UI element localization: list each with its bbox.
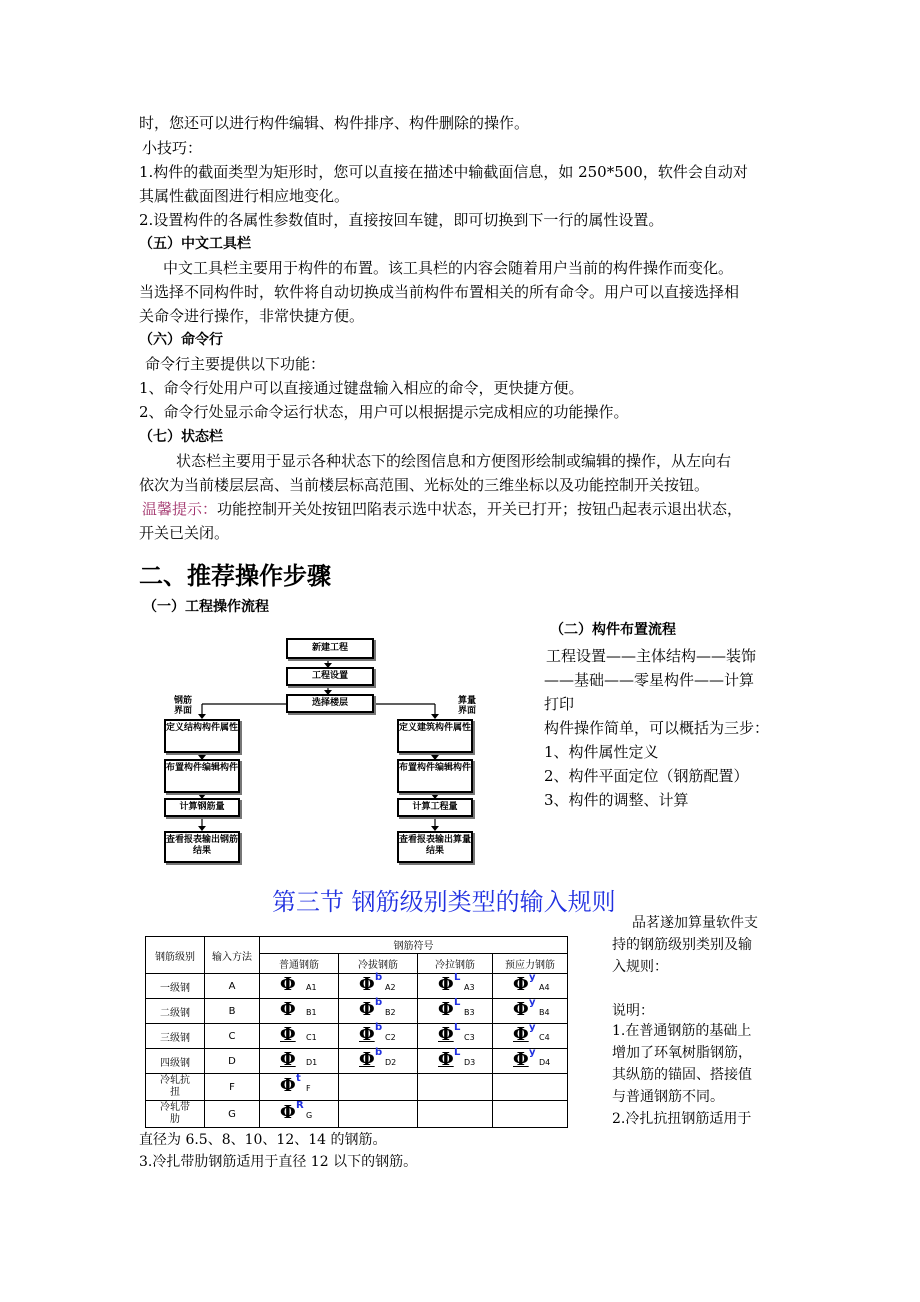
- cell-method: D: [205, 1049, 260, 1074]
- flowchart: [160, 634, 520, 866]
- text-line: 2、命令行处显示命令运行状态，用户可以根据提示完成相应的功能操作。: [139, 403, 629, 421]
- rebar-code: C3: [464, 1033, 475, 1042]
- table-header-method: 输入方法: [205, 937, 260, 974]
- rebar-symbol: [418, 974, 492, 995]
- text-line: 3.冷扎带肋钢筋适用于直径 12 以下的钢筋。: [139, 1154, 418, 1170]
- flow-place-right: 布置构件编辑构件: [397, 759, 473, 793]
- rebar-code: C4: [539, 1033, 550, 1042]
- flow-define-structure: 定义结构构件属性: [164, 719, 240, 753]
- table-row: [146, 1024, 568, 1049]
- rebar-symbol: [260, 1075, 338, 1096]
- rebar-code: D2: [385, 1058, 397, 1067]
- rebar-symbol: [493, 1024, 567, 1045]
- rebar-phi-glyph: Φ: [359, 1049, 375, 1070]
- rebar-phi-glyph: Φ: [513, 1024, 529, 1045]
- cell-symbol: [493, 1101, 568, 1128]
- heading-status-bar: （七）状态栏: [139, 429, 223, 445]
- cell-symbol: [260, 1049, 339, 1074]
- rebar-type-mark: b: [375, 1022, 383, 1033]
- cell-symbol: [418, 999, 493, 1024]
- text-line: 工程设置——主体结构——装饰: [546, 647, 757, 665]
- cell-symbol: [493, 974, 568, 999]
- rebar-code: A2: [385, 983, 396, 992]
- rebar-phi-glyph: Φ: [513, 974, 529, 995]
- text-line: ——基础——零星构件——计算: [544, 671, 755, 689]
- rebar-symbol: [260, 1102, 338, 1123]
- rebar-type-mark: L: [454, 997, 461, 1008]
- text-line: 1.构件的截面类型为矩形时，您可以直接在描述中输截面信息，如 250*500，软件会自动对: [139, 163, 748, 181]
- heading-toolbar: （五）中文工具栏: [139, 236, 251, 252]
- cell-symbol: [339, 974, 418, 999]
- warm-tip-text: 功能控制开关处按钮凹陷表示选中状态，开关已打开；按钮凸起表示退出状态，: [217, 500, 743, 518]
- rebar-phi-glyph: Φ: [280, 1049, 296, 1070]
- rebar-phi-glyph: Φ: [359, 999, 375, 1020]
- flow-label-rebar: 钢筋界面: [174, 696, 193, 716]
- text-line: 关命令进行操作，非常快捷方便。: [139, 307, 365, 325]
- cell-symbol: [418, 1074, 493, 1101]
- rebar-symbol: [260, 999, 338, 1020]
- rebar-phi-glyph: Φ: [513, 999, 529, 1020]
- heading-project-flow: （一）工程操作流程: [143, 599, 269, 615]
- rebar-phi-glyph: Φ: [280, 999, 296, 1020]
- cell-method: B: [205, 999, 260, 1024]
- flow-report-rebar: 查看报表输出钢筋结果: [164, 831, 240, 863]
- note-heading: 说明：: [612, 1003, 654, 1019]
- text-line: 时，您还可以进行构件编辑、构件排序、构件删除的操作。: [139, 114, 530, 132]
- cell-symbol: [493, 1024, 568, 1049]
- rebar-type-mark: y: [529, 1022, 536, 1033]
- cell-grade: 冷轧抗扭: [146, 1074, 205, 1101]
- text-line: 增加了环氧树脂钢筋，: [612, 1045, 752, 1061]
- cell-method: G: [205, 1101, 260, 1128]
- flow-define-building: 定义建筑构件属性: [397, 719, 473, 753]
- text-line: 构件操作简单，可以概括为三步：: [544, 719, 770, 737]
- cell-symbol: [418, 1049, 493, 1074]
- rebar-symbol: [260, 974, 338, 995]
- rebar-code: G: [306, 1111, 313, 1120]
- heading-component-flow: （二）构件布置流程: [550, 622, 676, 638]
- text-line: 1、构件属性定义: [544, 743, 659, 761]
- cell-symbol: [418, 974, 493, 999]
- table-row: [146, 1074, 568, 1101]
- rebar-symbol: [418, 999, 492, 1020]
- rebar-code: D1: [306, 1058, 318, 1067]
- rebar-type-mark: t: [296, 1073, 301, 1084]
- rebar-code: B3: [464, 1008, 475, 1017]
- text-line: 1、命令行处用户可以直接通过键盘输入相应的命令，更快捷方便。: [139, 379, 584, 397]
- rebar-phi-glyph: Φ: [438, 974, 454, 995]
- cell-symbol: [339, 1074, 418, 1101]
- rebar-phi-glyph: Φ: [280, 1102, 296, 1123]
- rebar-symbol: [339, 999, 417, 1020]
- rebar-code: B1: [306, 1008, 317, 1017]
- rebar-phi-glyph: Φ: [280, 1024, 296, 1045]
- rebar-code: C2: [385, 1033, 396, 1042]
- flow-place-left: 布置构件编辑构件: [164, 759, 240, 793]
- rebar-table: [145, 936, 568, 1128]
- rebar-symbol: [260, 1049, 338, 1070]
- rebar-type-mark: L: [454, 972, 461, 983]
- rebar-symbol: [493, 999, 567, 1020]
- cell-symbol: [493, 1049, 568, 1074]
- flow-calc-quantity: 计算工程量: [397, 798, 473, 817]
- rebar-phi-glyph: Φ: [280, 1075, 296, 1096]
- cell-symbol: [260, 1101, 339, 1128]
- rebar-code: D4: [539, 1058, 551, 1067]
- text-line: 其属性截面图进行相应地变化。: [139, 187, 350, 205]
- table-row: [146, 1049, 568, 1074]
- text-line: 开关已关闭。: [139, 524, 230, 542]
- text-line: 直径为 6.5、8、10、12、14 的钢筋。: [139, 1132, 387, 1148]
- rebar-type-mark: b: [375, 972, 383, 983]
- cell-symbol: [260, 999, 339, 1024]
- table-header-col: 普通钢筋: [260, 953, 339, 973]
- text-line: 与普通钢筋不同。: [612, 1089, 724, 1105]
- table-row: [146, 999, 568, 1024]
- text-line: 2.冷扎抗扭钢筋适用于: [612, 1111, 752, 1127]
- rebar-phi-glyph: Φ: [280, 974, 296, 995]
- table-header-col: 冷拔钢筋: [339, 953, 418, 973]
- rebar-type-mark: b: [375, 997, 383, 1008]
- cell-symbol: [260, 974, 339, 999]
- rebar-type-mark: y: [529, 1047, 536, 1058]
- table-header-col: 预应力钢筋: [493, 953, 568, 973]
- flow-project-setup: 工程设置: [286, 667, 374, 686]
- cell-symbol: [339, 1101, 418, 1128]
- cell-symbol: [339, 999, 418, 1024]
- cell-symbol: [418, 1101, 493, 1128]
- cell-method: F: [205, 1074, 260, 1101]
- table-row: [146, 1101, 568, 1128]
- text-line: 状态栏主要用于显示各种状态下的绘图信息和方便图形绘制或编辑的操作，从左向右: [176, 452, 732, 470]
- cell-symbol: [339, 1024, 418, 1049]
- table-header-col: 冷拉钢筋: [418, 953, 493, 973]
- rebar-type-mark: y: [529, 972, 536, 983]
- rebar-symbol: [418, 1049, 492, 1070]
- text-line: 命令行主要提供以下功能：: [145, 355, 326, 373]
- rebar-symbol: [493, 974, 567, 995]
- rebar-type-mark: y: [529, 997, 536, 1008]
- rebar-symbol: [260, 1024, 338, 1045]
- text-line: [142, 499, 742, 519]
- flow-select-floor: 选择楼层: [286, 694, 374, 713]
- cell-symbol: [260, 1074, 339, 1101]
- text-line: 品茗遂加算量软件支: [632, 915, 758, 931]
- text-line: 持的钢筋级别类别及输: [612, 937, 752, 953]
- text-line: 2、构件平面定位（钢筋配置）: [544, 767, 749, 785]
- section3-title: 第三节 钢筋级别类型的输入规则: [272, 888, 616, 916]
- rebar-phi-glyph: Φ: [438, 1049, 454, 1070]
- text-line: 打印: [544, 695, 575, 713]
- rebar-code: A4: [539, 983, 550, 992]
- text-line: 其纵筋的锚固、搭接值: [612, 1067, 752, 1083]
- rebar-symbol: [418, 1024, 492, 1045]
- rebar-symbol: [339, 1049, 417, 1070]
- text-line: 中文工具栏主要用于构件的布置。该工具栏的内容会随着用户当前的构件操作而变化。: [163, 259, 734, 277]
- rebar-type-mark: L: [454, 1047, 461, 1058]
- table-header-symbol: 钢筋符号: [260, 937, 568, 954]
- cell-grade: 冷轧带肋: [146, 1101, 205, 1128]
- rebar-code: A3: [464, 983, 475, 992]
- rebar-code: C1: [306, 1033, 317, 1042]
- rebar-type-mark: R: [296, 1100, 304, 1111]
- tip-heading: 小技巧：: [142, 139, 203, 157]
- flow-new-project: 新建工程: [286, 638, 374, 659]
- rebar-phi-glyph: Φ: [438, 1024, 454, 1045]
- rebar-type-mark: L: [454, 1022, 461, 1033]
- warm-tip-label: 温馨提示：: [142, 500, 218, 518]
- rebar-phi-glyph: Φ: [359, 974, 375, 995]
- cell-grade: 四级钢: [146, 1049, 205, 1074]
- section-title: 二、推荐操作步骤: [139, 562, 331, 590]
- cell-grade: 二级钢: [146, 999, 205, 1024]
- rebar-symbol: [339, 1024, 417, 1045]
- rebar-phi-glyph: Φ: [513, 1049, 529, 1070]
- text-line: 当选择不同构件时，软件将自动切换成当前构件布置相关的所有命令。用户可以直接选择相: [139, 283, 740, 301]
- text-line: 2.设置构件的各属性参数值时，直接按回车键，即可切换到下一行的属性设置。: [139, 211, 664, 229]
- cell-method: C: [205, 1024, 260, 1049]
- cell-method: A: [205, 974, 260, 999]
- rebar-symbol: [339, 974, 417, 995]
- cell-symbol: [339, 1049, 418, 1074]
- rebar-code: B4: [539, 1008, 550, 1017]
- cell-symbol: [493, 999, 568, 1024]
- cell-grade: 一级钢: [146, 974, 205, 999]
- rebar-symbol: [493, 1049, 567, 1070]
- cell-symbol: [260, 1024, 339, 1049]
- text-line: 1.在普通钢筋的基础上: [612, 1023, 752, 1039]
- flow-report-quantity: 查看报表输出算量结果: [397, 831, 473, 863]
- table-row: [146, 974, 568, 999]
- rebar-code: B2: [385, 1008, 396, 1017]
- cell-grade: 三级钢: [146, 1024, 205, 1049]
- rebar-phi-glyph: Φ: [359, 1024, 375, 1045]
- cell-symbol: [493, 1074, 568, 1101]
- text-line: 入规则：: [612, 959, 668, 975]
- cell-symbol: [418, 1024, 493, 1049]
- rebar-code: F: [306, 1084, 311, 1093]
- text-line: 3、构件的调整、计算: [544, 791, 689, 809]
- heading-command-line: （六）命令行: [139, 332, 223, 348]
- flow-calc-rebar: 计算钢筋量: [164, 798, 240, 817]
- rebar-code: A1: [306, 983, 317, 992]
- table-header-grade: 钢筋级别: [146, 937, 205, 974]
- rebar-type-mark: b: [375, 1047, 383, 1058]
- flow-label-quantity: 算量界面: [458, 696, 477, 716]
- text-line: 依次为当前楼层层高、当前楼层标高范围、光标处的三维坐标以及功能控制开关按钮。: [139, 476, 710, 494]
- rebar-phi-glyph: Φ: [438, 999, 454, 1020]
- rebar-code: D3: [464, 1058, 476, 1067]
